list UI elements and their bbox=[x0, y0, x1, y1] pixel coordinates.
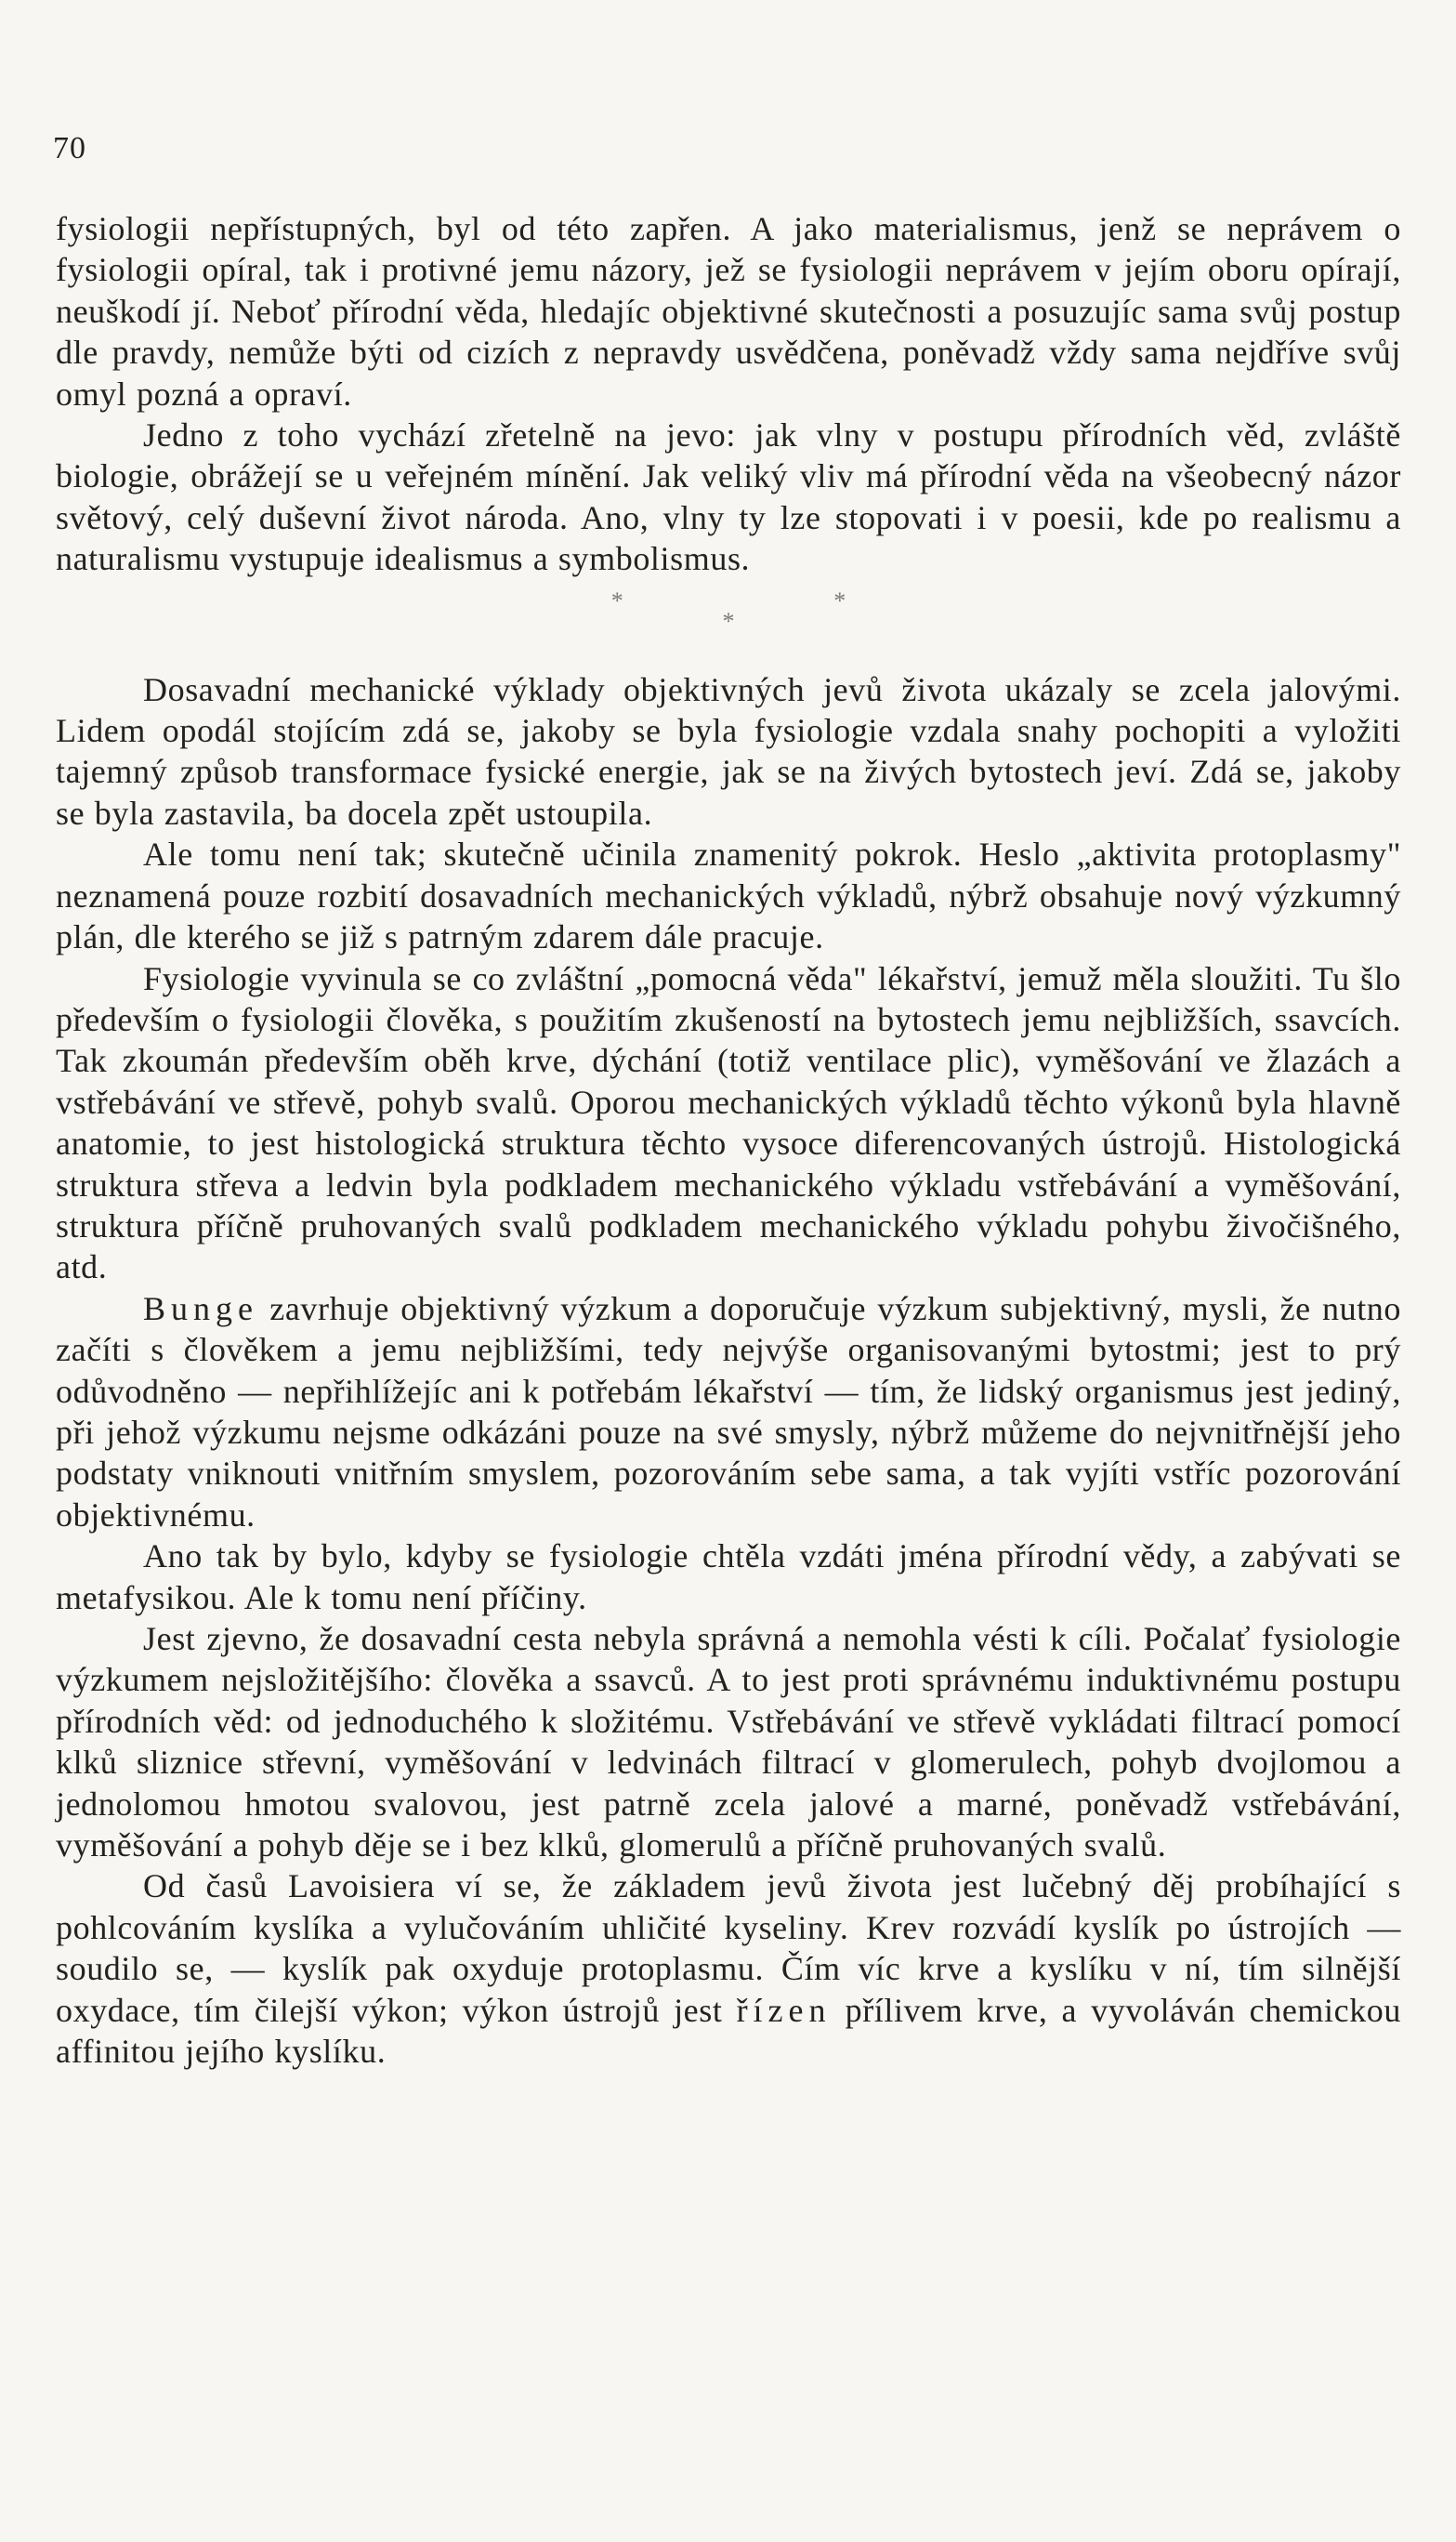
separator-asterisk-bottom: * bbox=[722, 607, 735, 635]
paragraph-metaphysics: Ano tak by bylo, kdyby se fysiologie chtěla vzdáti jména přírodní vědy, a zabývati se metafysikou. Ale k tomu není příčiny. bbox=[56, 1537, 1401, 1616]
paragraph-induction: Jest zjevno, že dosavadní cesta nebyla správná a nemohla vésti k cíli. Počalať fysiologie výzkumem nejsložitějšího: člověka a ssavců. A to jest proti správnému induktivnému postupu přírodních věd: od jednoduchého k složitému. Vstřebávání ve střevě vykládati filtrací pomocí klků sliznice střevní, vyměšování v ledvinách filtrací v glomerulech, pohyb dvojlomou a jednolomou hmotou svalovou, jest patrně zcela jalové a marné, poněvadž vstřebávání, vyměšování a pohyb děje se i bez klků, glomerulů a příčně pruhovaných svalů. bbox=[56, 1620, 1401, 1864]
page-number: 70 bbox=[53, 131, 86, 165]
paragraph-bunge bbox=[56, 1288, 1401, 1535]
paragraph-waves-of-science: Jedno z toho vychází zřetelně na jevo: jak vlny v postupu přírodních věd, zvláště biologie, obrážejí se u veřejném mínění. Jak veliký vliv má přírodní věda na všeobecný názor světový, celý duševní život národa. Ano, vlny ty lze stopovati i v poesii, kde po realismu a naturalismu vystupuje idealismus a symbolismus. bbox=[56, 416, 1401, 578]
paragraph-continuation: fysiologii nepřístupných, byl od této zapřen. A jako materialismus, jenž se neprávem o fysiologii opíral, tak i protivné jemu názory, jež se fysiologii neprávem v jejím oboru opírají, neuškodí jí. Neboť přírodní věda, hledajíc objektivné skutečnosti a posuzujíc sama svůj postup dle pravdy, nemůže býti od cizích z nepravdy usvědčena, poněvadž vždy sama nejdříve svůj omyl pozná a opraví. bbox=[56, 210, 1401, 413]
author-name-bunge: Bunge bbox=[143, 1289, 258, 1327]
paragraph-lavoisier bbox=[56, 1865, 1401, 2072]
paragraph-protoplasm-activity: Ale tomu není tak; skutečně učinila znamenitý pokrok. Heslo „aktivita protoplasmy" neznamená pouze rozbití dosavadních mechanických výkladů, nýbrž obsahuje nový výzkumný plán, dle kterého se již s patrným zdarem dále pracuje. bbox=[56, 836, 1401, 956]
body-text bbox=[56, 208, 1401, 2072]
separator-asterisks-top: * * bbox=[610, 586, 949, 614]
emphasis-rizen: řízen bbox=[736, 1991, 832, 2029]
paragraph-mechanical-explanations: Dosavadní mechanické výklady objektivných jevů života ukázaly se zcela jalovými. Lidem opodál stojícím zdá se, jakoby se byla fysiologie vzdala snahy pochopiti a vyložiti tajemný způsob transformace fysické energie, jak se na živých bytostech jeví. Zdá se, jakoby se byla zastavila, ba docela zpět ustoupila. bbox=[56, 670, 1401, 832]
paragraph-physiology-history: Fysiologie vyvinula se co zvláštní „pomocná věda" lékařství, jemuž měla sloužiti. Tu šlo především o fysiologii člověka, s použitím zkušeností na bytostech jemu nejbližších, ssavcích. Tak zkoumán především oběh krve, dýchání (totiž ventilace plic), vyměšování ve žlazách a vstřebávání ve střevě, pohyb svalů. Oporou mechanických výkladů těchto výkonů byla hlavně anatomie, to jest histologická struktura těchto vysoce diferencovaných ústrojů. Histologická struktura střeva a ledvin byla podkladem mechanického výkladu vstřebávání a vyměšování, struktura příčně pruhovaných svalů podkladem mechanického výkladu pohybu živočišného, atd. bbox=[56, 959, 1401, 1286]
paragraph-lavoisier-part1: Od časů Lavoisiera ví se, že základem jevů života jest lučebný děj probíhající s pohlcováním kyslíka a vylučováním uhličité kyseliny. Krev rozvádí kyslík po ústrojích — soudilo se, — kyslík pak oxyduje protoplasmu. Čím víc krve a kyslíku v ní, tím silnější oxydace, tím čilejší výkon; výkon ústrojů jest bbox=[56, 1867, 1401, 2029]
section-separator bbox=[56, 587, 1401, 636]
paragraph-lavoisier-part2: přílivem krve, a vyvoláván chemickou affinitou jejího kyslíku. bbox=[56, 1991, 1401, 2071]
paragraph-bunge-text: zavrhuje objektivný výzkum a doporučuje výzkum subjektivný, mysli, že nutno začíti s člověkem a jemu nejbližšími, tedy nejvýše organisovanými bytostmi; jest to prý odůvodněno — nepřihlížejíc ani k potřebám lékařství — tím, že lidský organismus jest jediný, při jehož výzkumu nejsme odkázáni pouze na své smysly, nýbrž můžeme do nejvnitřnější jeho podstaty vniknouti vnitřním smyslem, pozorováním sebe sama, a tak vyjíti vstříc pozorování objektivnému. bbox=[56, 1289, 1401, 1534]
